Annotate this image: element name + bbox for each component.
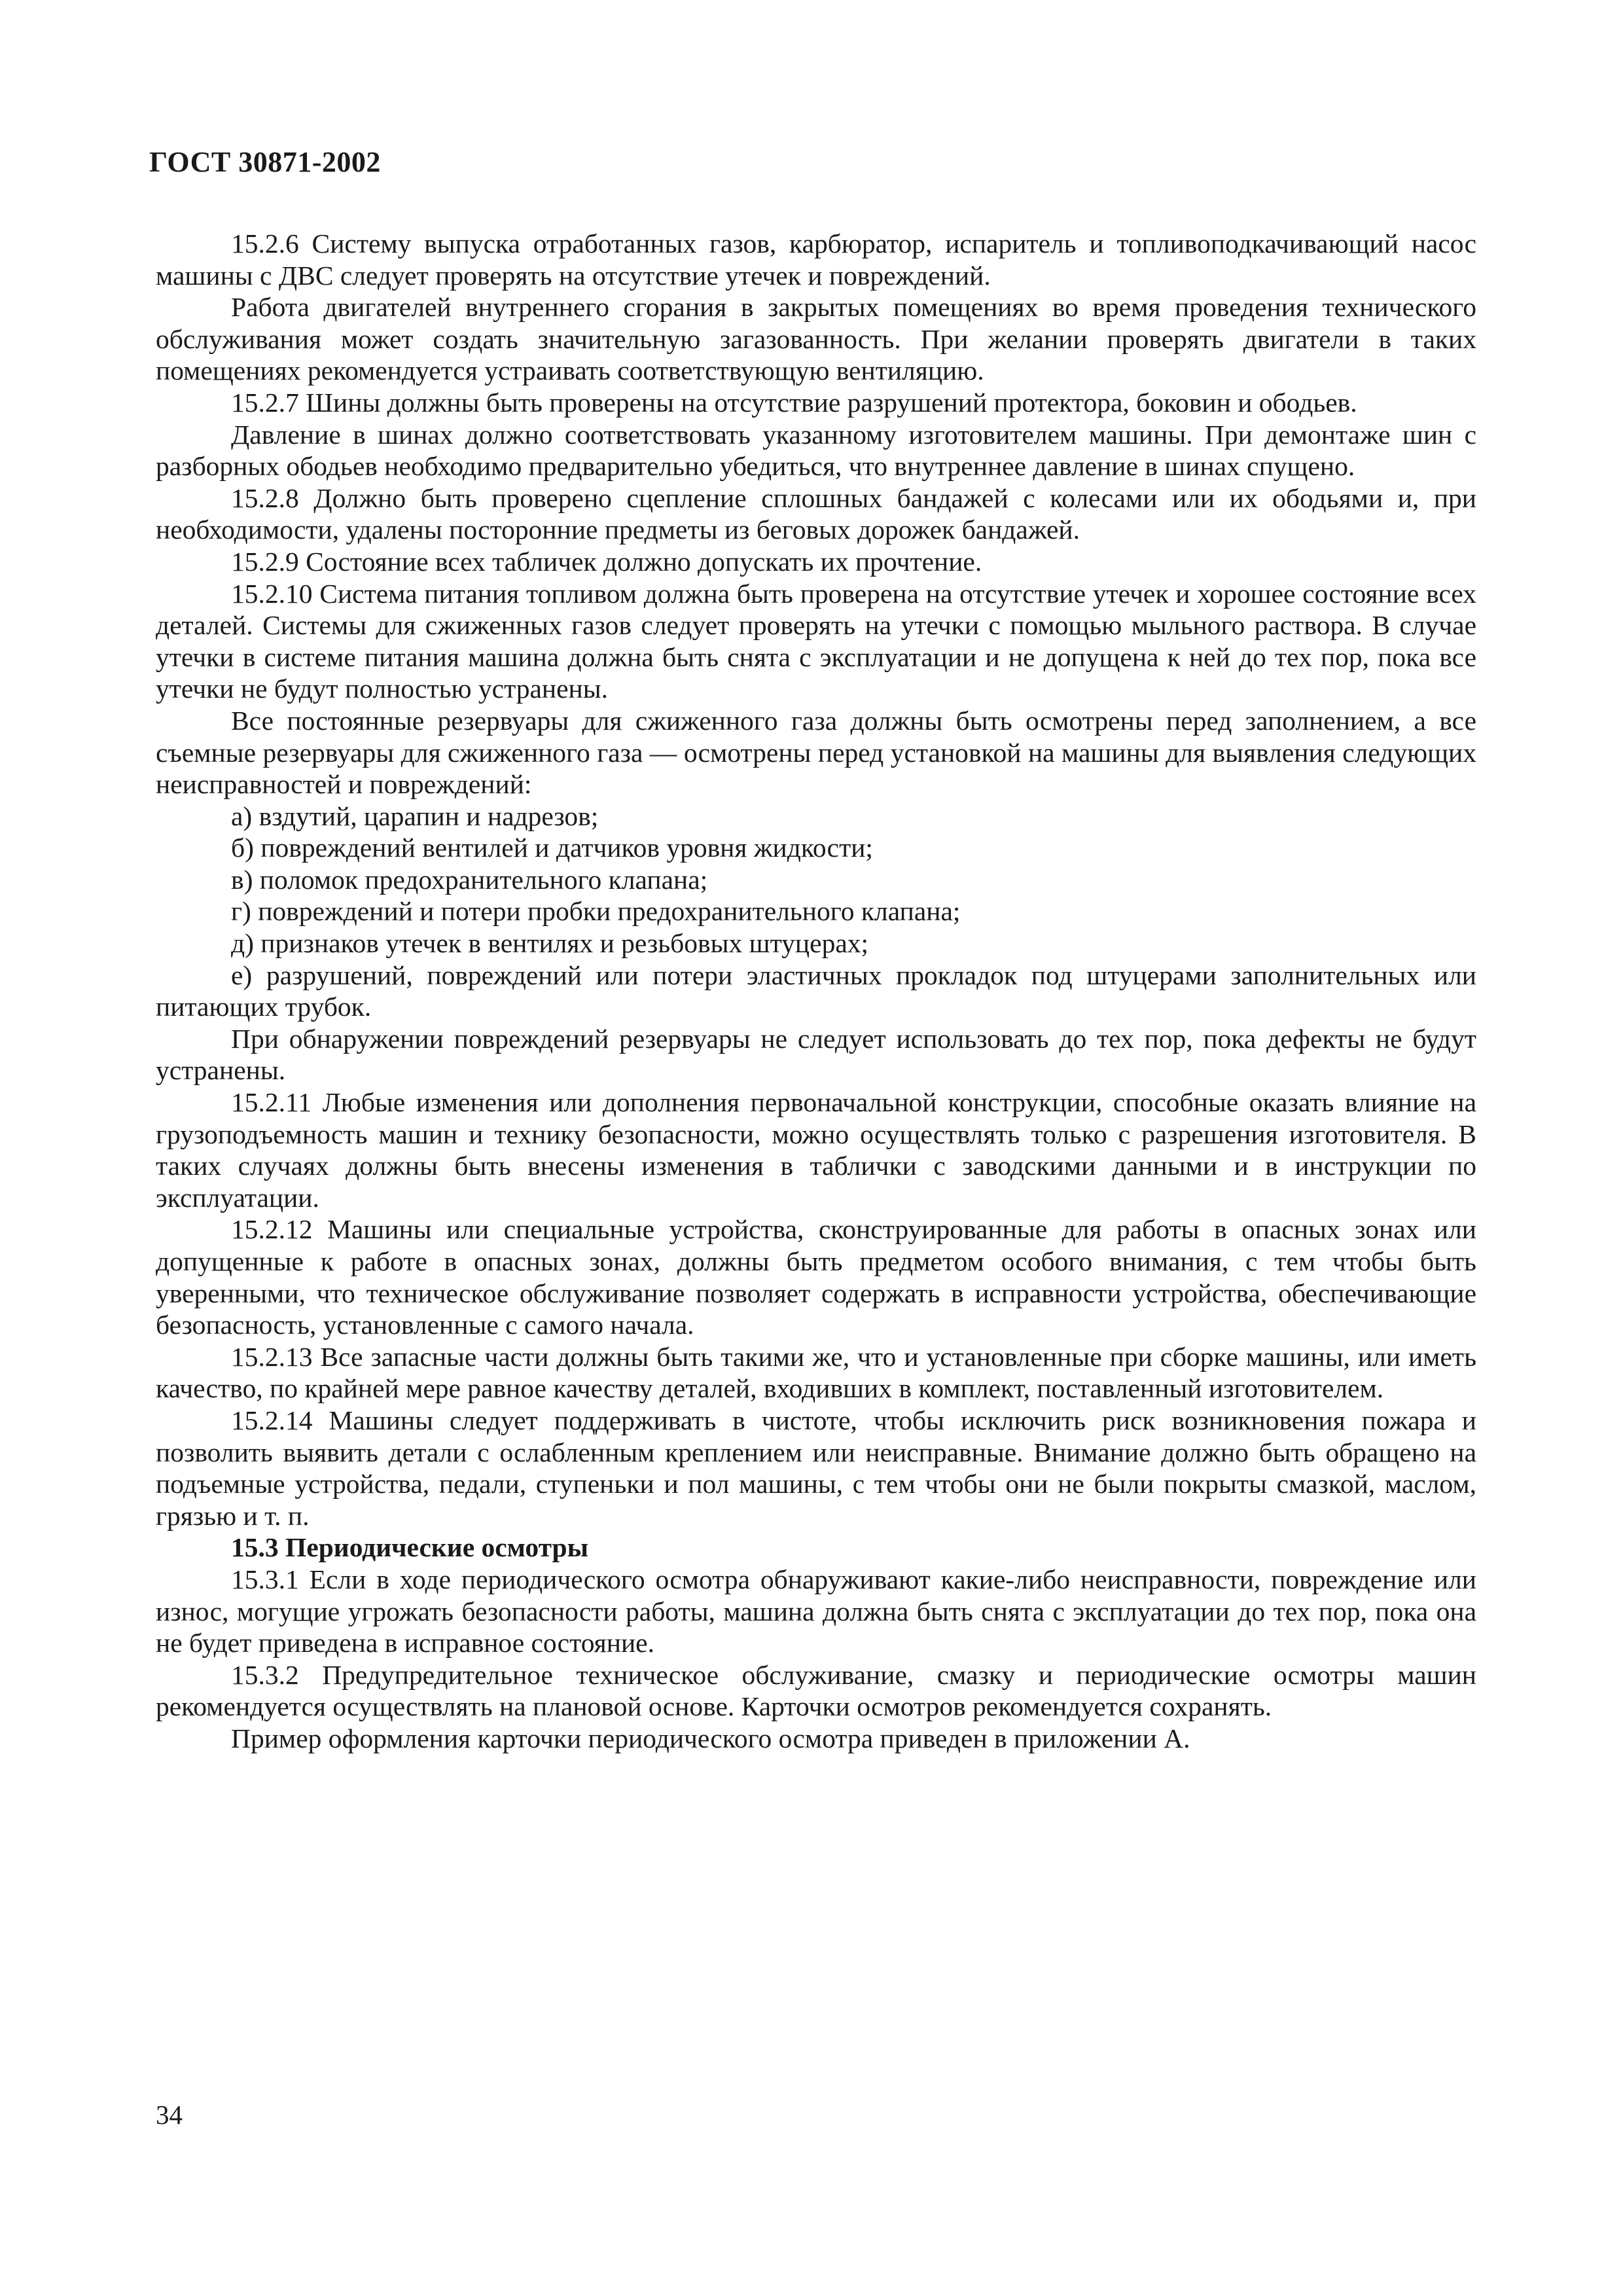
paragraph-ventilation: Работа двигателей внутреннего сгорания в закрытых помещениях во время проведения технического обслуживания может создать значительную загазованность. При желании проверять двигатели в таких помещениях рекомендуется устраивать соответствующую вентиляцию. [156, 292, 1476, 386]
document-code-header: ГОСТ 30871-2002 [149, 146, 381, 178]
list-item: е) разрушений, повреждений или потери эластичных прокладок под штуцерами заполнительных или питающих трубок. [156, 960, 1476, 1022]
list-item: д) признаков утечек в вентилях и резьбовых штуцерах; [231, 928, 869, 959]
page-number: 34 [156, 2100, 183, 2130]
paragraph-15-2-6: 15.2.6 Систему выпуска отработанных газов, карбюратор, испаритель и топливоподкачивающий насос машины с ДВС следует проверять на отсутствие утечек и повреждений. [156, 228, 1476, 291]
list-item: а) вздутий, царапин и надрезов; [231, 800, 599, 831]
paragraph-15-2-7: 15.2.7 Шины должны быть проверены на отсутствие разрушений протектора, боковин и ободьев. [231, 387, 1357, 418]
list-item: г) повреждений и потери пробки предохранительного клапана; [231, 896, 961, 927]
paragraph-15-3-1: 15.3.1 Если в ходе периодического осмотра обнаруживают какие-либо неисправности, повреждение или износ, могущие угрожать безопасности работы, машина должна быть снята с эксплуатации до тех пор, пока она не будет приведена в исправное состояние. [156, 1564, 1476, 1659]
tank-defects-list [156, 800, 1476, 1023]
paragraph-tyre-pressure: Давление в шинах должно соответствовать указанному изготовителем машины. При демонтаже шин с разборных ободьев необходимо предварительно убедиться, что внутреннее давление в шинах спущено. [156, 419, 1476, 482]
paragraph-tanks-defects: При обнаружении повреждений резервуары не следует использовать до тех пор, пока дефекты не будут устранены. [156, 1023, 1476, 1086]
paragraph-15-2-12: 15.2.12 Машины или специальные устройства, сконструированные для работы в опасных зонах или допущенные к работе в опасных зонах, должны быть предметом особого внимания, с тем чтобы быть уверенными, что техническое обслуживание позволяет содержать в исправности устройства, обеспечивающие безопасность, установленные с самого начала. [156, 1214, 1476, 1340]
paragraph-15-2-13: 15.2.13 Все запасные части должны быть такими же, что и установленные при сборке машины, или иметь качество, по крайней мере равное качеству деталей, входивших в комплект, поставленный изготовителем. [156, 1341, 1476, 1404]
paragraph-15-2-8: 15.2.8 Должно быть проверено сцепление сплошных бандажей с колесами или их ободьями и, при необходимости, удалены посторонние предметы из беговых дорожек бандажей. [156, 482, 1476, 545]
paragraph-15-3-2: 15.3.2 Предупредительное техническое обслуживание, смазку и периодические осмотры машин рекомендуется осуществлять на плановой основе. Карточки осмотров рекомендуется сохранять. [156, 1659, 1476, 1722]
list-item: в) поломок предохранительного клапана; [231, 864, 708, 895]
paragraph-15-2-10: 15.2.10 Система питания топливом должна быть проверена на отсутствие утечек и хорошее состояние всех деталей. Системы для сжиженных газов следует проверять на утечки с помощью мыльного раствора. В случае утечки в системе питания машина должна быть снята с эксплуатации и не допущена к ней до тех пор, пока все утечки не будут полностью устранены. [156, 578, 1476, 704]
section-heading-15-3: 15.3 Периодические осмотры [231, 1532, 588, 1563]
paragraph-15-2-9: 15.2.9 Состояние всех табличек должно допускать их прочтение. [231, 546, 982, 577]
paragraph-15-2-14: 15.2.14 Машины следует поддерживать в чистоте, чтобы исключить риск возникновения пожара и позволить выявить детали с ослабленным креплением или неисправные. Внимание должно быть обращено на подъемные устройства, педали, ступеньки и пол машины, с тем чтобы они не были покрыты смазкой, маслом, грязью и т. п. [156, 1405, 1476, 1531]
document-body [156, 228, 1476, 1755]
list-item: б) повреждений вентилей и датчиков уровня жидкости; [231, 833, 873, 863]
paragraph-tanks: Все постоянные резервуары для сжиженного газа должны быть осмотрены перед заполнением, а все съемные резервуары для сжиженного газа — осмотрены перед установкой на машины для выявления следующих неисправностей и повреждений: [156, 705, 1476, 800]
paragraph-15-2-11: 15.2.11 Любые изменения или дополнения первоначальной конструкции, способные оказать влияние на грузоподъемность машин и технику безопасности, можно осуществлять только с разрешения изготовителя. В таких случаях должны быть внесены изменения в таблички с заводскими данными и в инструкции по эксплуатации. [156, 1087, 1476, 1213]
paragraph-example: Пример оформления карточки периодического осмотра приведен в приложении А. [231, 1723, 1190, 1753]
